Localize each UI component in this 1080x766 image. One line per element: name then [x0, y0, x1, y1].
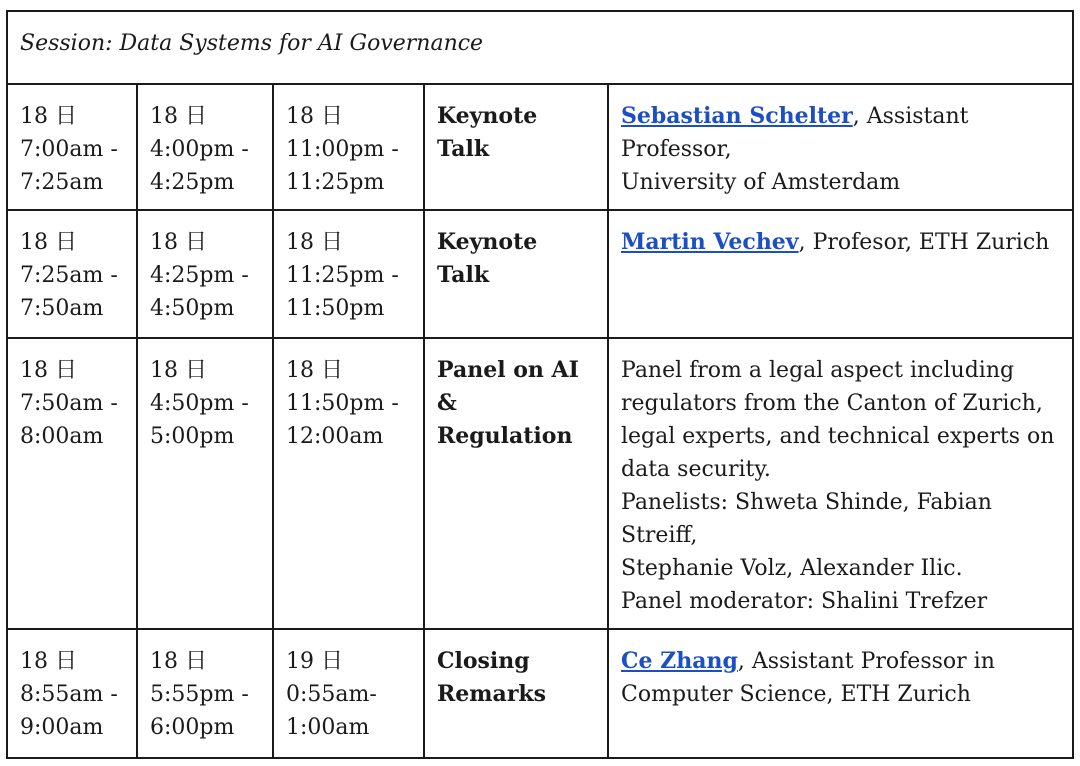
- speaker-cell: [608, 210, 1073, 338]
- event-type-cell: [424, 629, 608, 758]
- description-line: data security.: [621, 457, 771, 482]
- time-end: 1:00am: [286, 715, 370, 740]
- date-label: 18 日: [286, 230, 343, 255]
- event-type-line: Closing: [437, 648, 530, 674]
- event-type-line: Regulation: [437, 423, 573, 449]
- date-label: 19 日: [286, 649, 343, 674]
- speaker-affiliation-line2: University of Amsterdam: [621, 170, 901, 195]
- speaker-link-sebastian-schelter[interactable]: Sebastian Schelter: [621, 103, 853, 129]
- event-type: Keynote Talk: [437, 229, 538, 288]
- time-cell-3: [273, 84, 424, 210]
- table-row: [7, 84, 1073, 210]
- time-cell-2: [137, 84, 273, 210]
- speaker-link-ce-zhang[interactable]: Ce Zhang: [621, 648, 738, 674]
- time-start: 8:55am -: [20, 682, 118, 707]
- panelists-line: Panelists: Shweta Shinde, Fabian Streiff,: [621, 490, 992, 548]
- date-label: 18 日: [286, 358, 343, 383]
- date-label: 18 日: [150, 358, 207, 383]
- time-end: 11:50pm: [286, 296, 385, 321]
- time-start: 11:25pm -: [286, 263, 399, 288]
- moderator-line: Panel moderator: Shalini Trefzer: [621, 589, 988, 614]
- time-cell-1: [7, 629, 137, 758]
- time-start: 11:50pm -: [286, 391, 399, 416]
- time-end: 12:00am: [286, 424, 384, 449]
- session-header-row: [7, 11, 1073, 84]
- time-end: 11:25pm: [286, 170, 385, 195]
- time-cell-3: [273, 210, 424, 338]
- time-end: 4:50pm: [150, 296, 235, 321]
- speaker-cell: [608, 84, 1073, 210]
- time-start: 11:00pm -: [286, 137, 399, 162]
- time-start: 4:00pm -: [150, 137, 249, 162]
- time-start: 4:50pm -: [150, 391, 249, 416]
- panel-description-cell: [608, 338, 1073, 629]
- table-row: [7, 338, 1073, 629]
- event-type-line: Remarks: [437, 681, 547, 707]
- time-start: 7:00am -: [20, 137, 118, 162]
- time-end: 7:50am: [20, 296, 104, 321]
- date-label: 18 日: [150, 104, 207, 129]
- date-label: 18 日: [20, 104, 77, 129]
- date-label: 18 日: [150, 230, 207, 255]
- date-label: 18 日: [286, 104, 343, 129]
- time-start: 7:50am -: [20, 391, 118, 416]
- time-start: 0:55am-: [286, 682, 377, 707]
- time-cell-3: [273, 629, 424, 758]
- time-end: 8:00am: [20, 424, 104, 449]
- time-cell-1: [7, 84, 137, 210]
- description-line: Panel from a legal aspect including: [621, 358, 1015, 383]
- panelists-line: Stephanie Volz, Alexander Ilic.: [621, 556, 963, 581]
- event-type-cell: [424, 210, 608, 338]
- date-label: 18 日: [20, 649, 77, 674]
- speaker-affiliation: , Assistant Professor,: [621, 104, 969, 162]
- speaker-affiliation-line2: Computer Science, ETH Zurich: [621, 682, 971, 707]
- time-cell-2: [137, 338, 273, 629]
- time-end: 4:25pm: [150, 170, 235, 195]
- time-cell-1: [7, 338, 137, 629]
- date-label: 18 日: [150, 649, 207, 674]
- time-cell-1: [7, 210, 137, 338]
- date-label: 18 日: [20, 358, 77, 383]
- time-start: 7:25am -: [20, 263, 118, 288]
- date-label: 18 日: [20, 230, 77, 255]
- schedule-table: [6, 10, 1074, 759]
- time-start: 4:25pm -: [150, 263, 249, 288]
- time-cell-3: [273, 338, 424, 629]
- time-end: 6:00pm: [150, 715, 235, 740]
- table-row: [7, 210, 1073, 338]
- description-line: legal experts, and technical experts on: [621, 424, 1055, 449]
- session-title: Session: Data Systems for AI Governance: [7, 11, 1073, 84]
- description-line: regulators from the Canton of Zurich,: [621, 391, 1043, 416]
- time-cell-2: [137, 210, 273, 338]
- time-cell-2: [137, 629, 273, 758]
- event-type-line: Panel on AI &: [437, 357, 579, 416]
- event-type-cell: [424, 84, 608, 210]
- speaker-affiliation: , Assistant Professor in: [737, 649, 995, 674]
- time-end: 9:00am: [20, 715, 104, 740]
- table-row: [7, 629, 1073, 758]
- time-end: 5:00pm: [150, 424, 235, 449]
- speaker-link-martin-vechev[interactable]: Martin Vechev: [621, 229, 799, 255]
- time-end: 7:25am: [20, 170, 104, 195]
- time-start: 5:55pm -: [150, 682, 249, 707]
- event-type: Keynote Talk: [437, 103, 538, 162]
- speaker-cell: [608, 629, 1073, 758]
- event-type-cell: [424, 338, 608, 629]
- speaker-affiliation: , Profesor, ETH Zurich: [798, 230, 1050, 255]
